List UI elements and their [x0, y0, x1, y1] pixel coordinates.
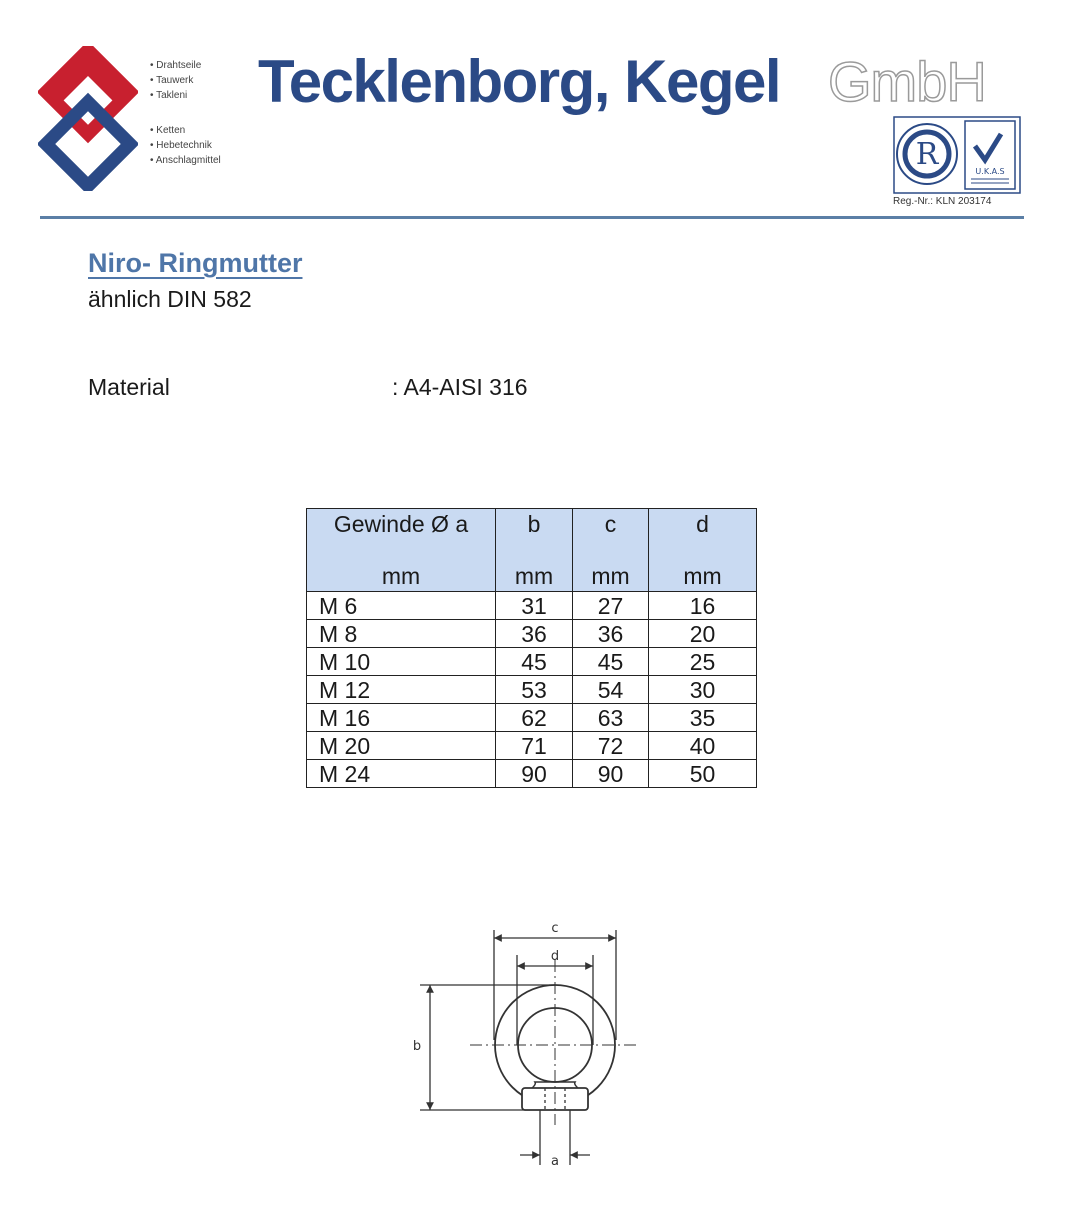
table-cell: 90: [496, 760, 573, 788]
table-cell: M 12: [307, 676, 496, 704]
dim-label-c: c: [551, 921, 559, 936]
header-cell: b mm: [496, 509, 573, 592]
table-cell: 16: [649, 592, 757, 620]
bullet-item: • Anschlagmittel: [150, 155, 221, 166]
product-bullets-bottom: [150, 123, 221, 168]
product-bullets-top: [150, 58, 201, 103]
dim-label-b: b: [412, 1039, 422, 1054]
table-row: [307, 648, 757, 676]
company-suffix: GmbH: [828, 50, 986, 113]
table-cell: M 10: [307, 648, 496, 676]
table-cell: 54: [573, 676, 649, 704]
table-cell: 40: [649, 732, 757, 760]
dim-label-d: d: [550, 949, 560, 964]
table-cell: 62: [496, 704, 573, 732]
certification-seal-icon: [893, 116, 1021, 194]
table-cell: 53: [496, 676, 573, 704]
table-row: [307, 676, 757, 704]
table-cell: 35: [649, 704, 757, 732]
company-logo-icon: [38, 46, 138, 191]
cert-text: U.K.A.S: [975, 167, 1005, 176]
table-cell: M 8: [307, 620, 496, 648]
table-cell: M 16: [307, 704, 496, 732]
bullet-item: • Drahtseile: [150, 60, 202, 71]
registration-number: Reg.-Nr.: KLN 203174: [893, 196, 992, 207]
bullet-item: • Tauwerk: [150, 75, 194, 86]
table-cell: M 20: [307, 732, 496, 760]
bullet-item: • Hebetechnik: [150, 140, 212, 151]
table-header-row: [307, 509, 757, 592]
table-cell: M 6: [307, 592, 496, 620]
table-cell: 36: [496, 620, 573, 648]
table-cell: 20: [649, 620, 757, 648]
dim-label-a: a: [551, 1154, 559, 1169]
table-row: [307, 732, 757, 760]
ring-nut-drawing: [400, 915, 660, 1175]
header-cell: c mm: [573, 509, 649, 592]
table-row: [307, 704, 757, 732]
page-title: Niro- Ringmutter: [88, 248, 303, 278]
table-row: [307, 592, 757, 620]
table-cell: 30: [649, 676, 757, 704]
table-cell: 45: [496, 648, 573, 676]
bullet-item: • Takleni: [150, 90, 188, 101]
table-cell: 31: [496, 592, 573, 620]
table-row: [307, 620, 757, 648]
table-cell: 90: [573, 760, 649, 788]
table-cell: 71: [496, 732, 573, 760]
header-cell: Gewinde Ø a mm: [307, 509, 496, 592]
header-divider: [40, 216, 1024, 219]
material-label: Material: [88, 374, 170, 400]
material-value: : A4-AISI 316: [392, 374, 528, 400]
table-cell: 27: [573, 592, 649, 620]
dimension-table: [306, 508, 757, 788]
svg-text:R: R: [915, 137, 939, 172]
table-cell: 36: [573, 620, 649, 648]
table-cell: M 24: [307, 760, 496, 788]
bullet-item: • Ketten: [150, 125, 186, 136]
company-name: Tecklenborg, Kegel: [258, 48, 781, 115]
table-cell: 72: [573, 732, 649, 760]
table-cell: 50: [649, 760, 757, 788]
table-cell: 25: [649, 648, 757, 676]
table-cell: 63: [573, 704, 649, 732]
table-row: [307, 760, 757, 788]
table-cell: 45: [573, 648, 649, 676]
page-subtitle: ähnlich DIN 582: [88, 286, 252, 312]
header-cell: d mm: [649, 509, 757, 592]
